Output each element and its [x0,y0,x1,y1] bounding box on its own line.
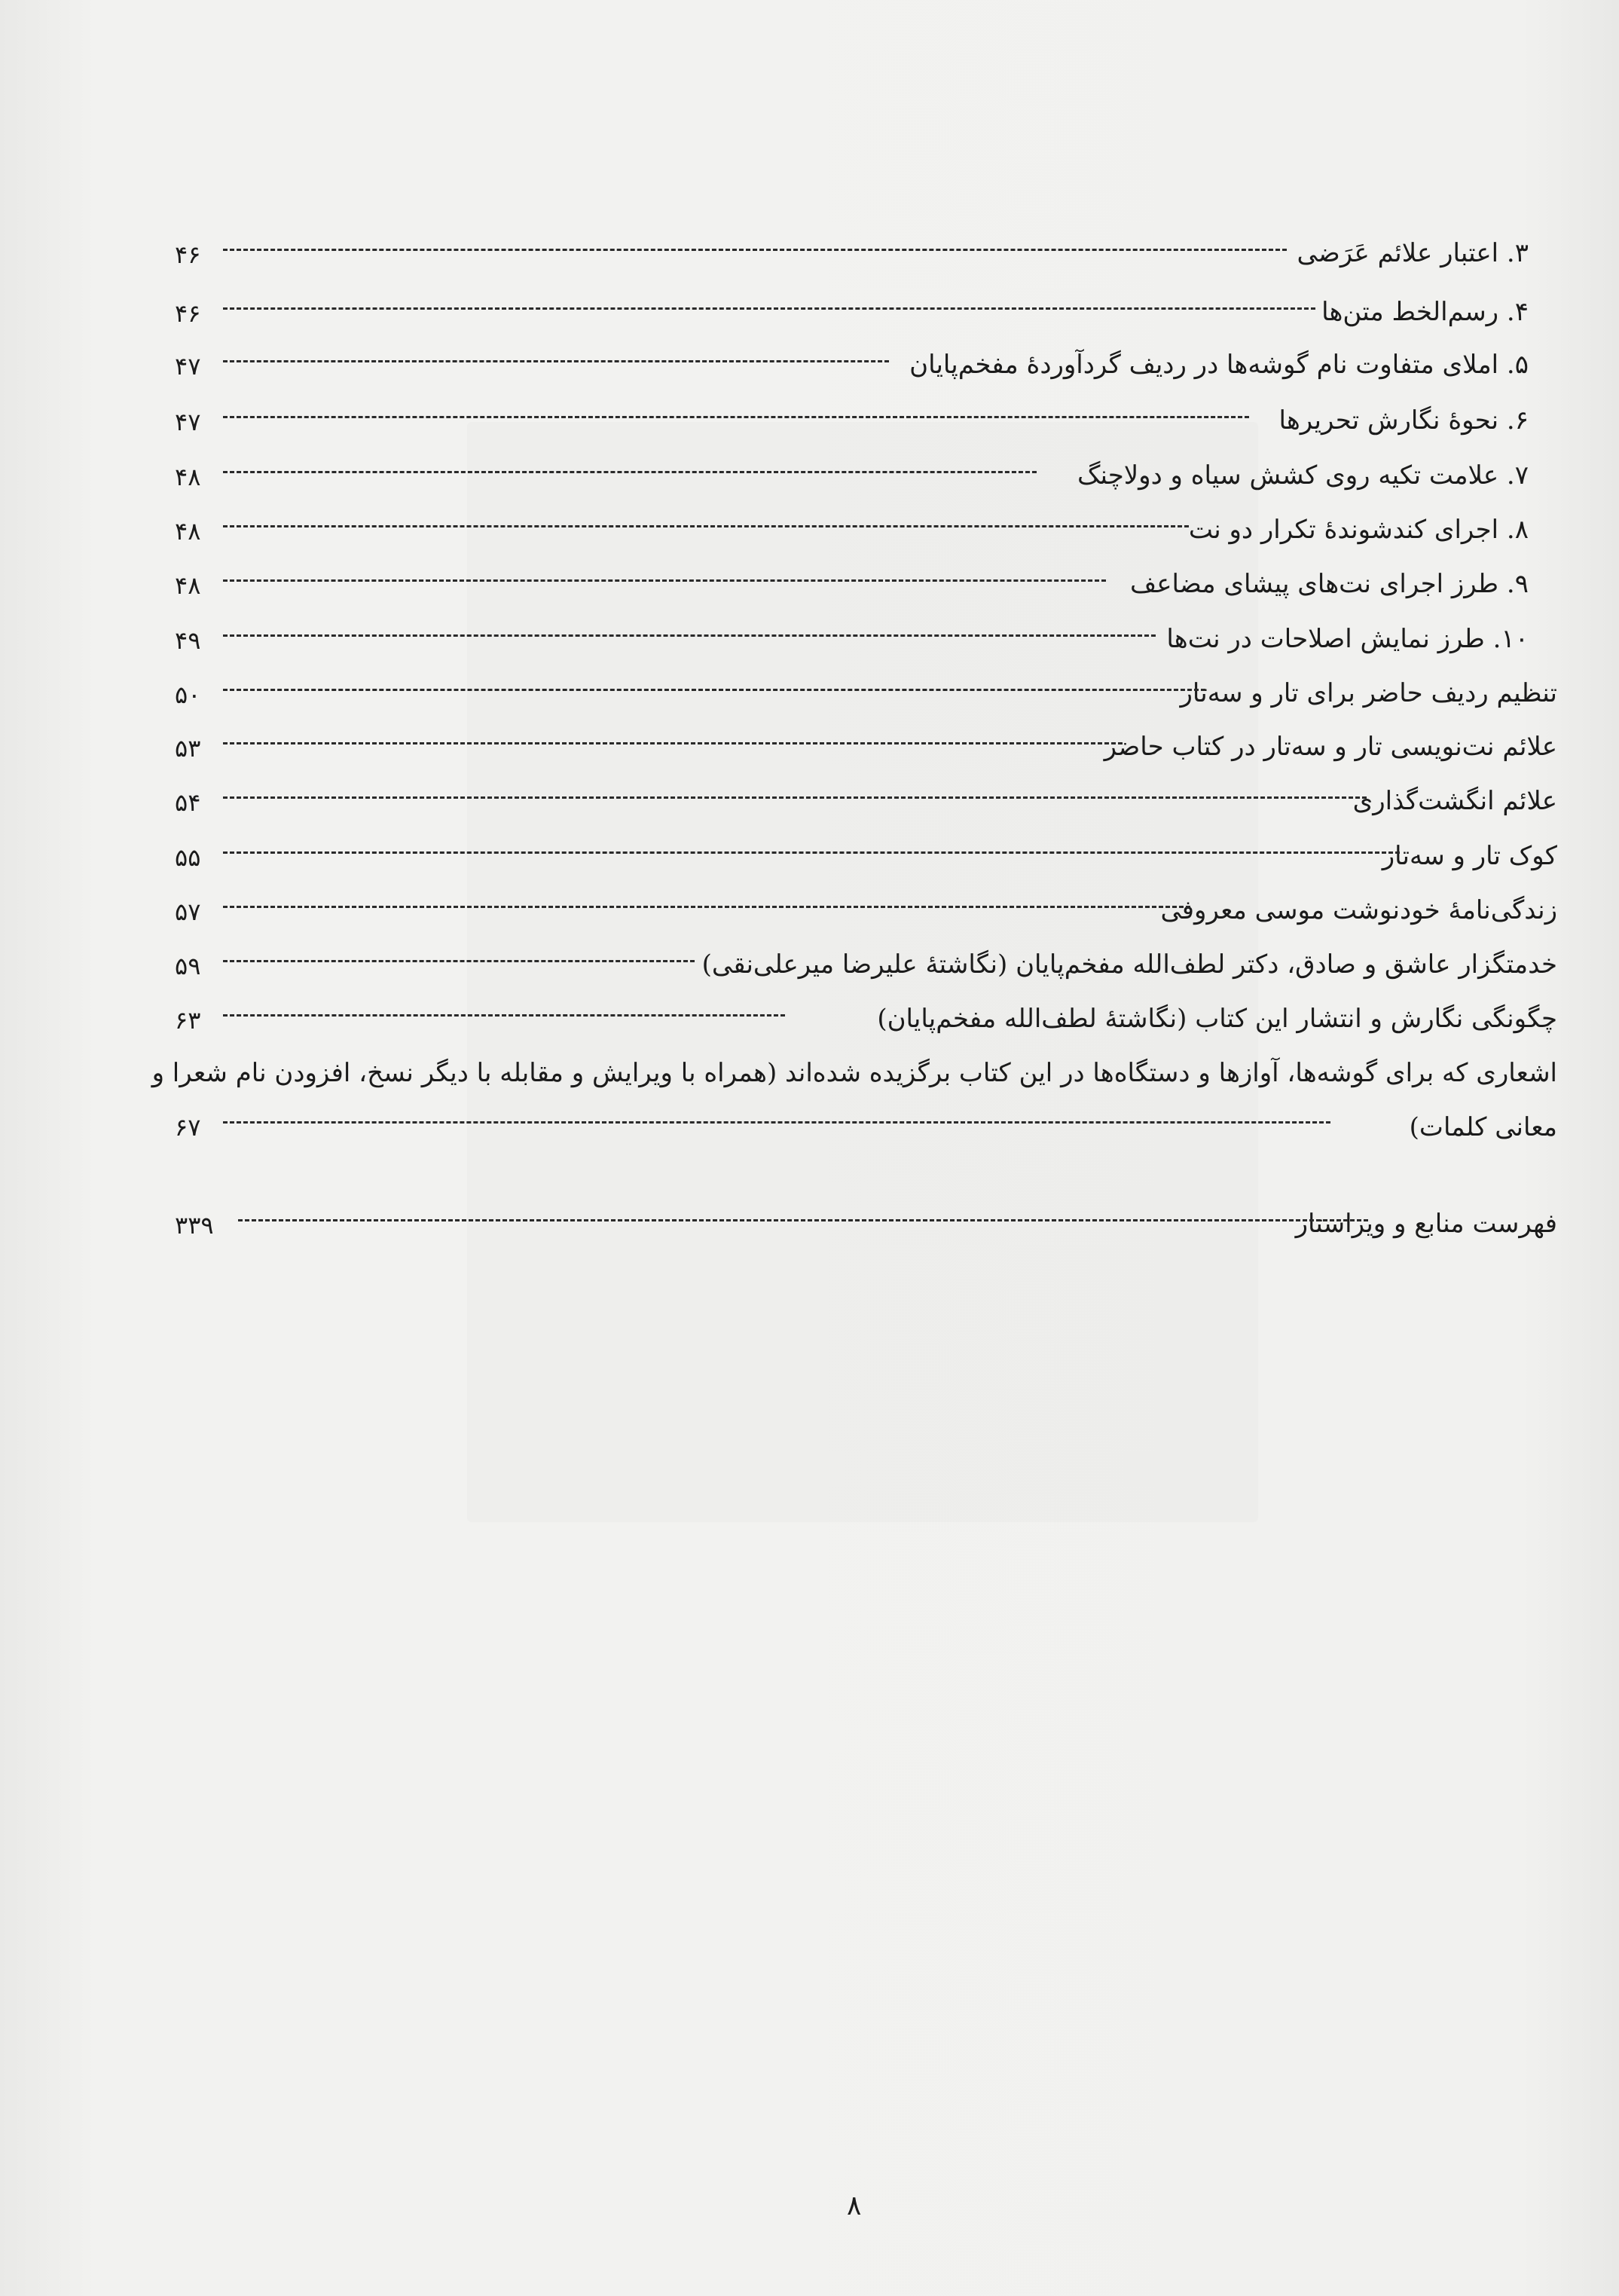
toc-entry-title: ۵. املای متفاوت نام گوشه‌ها در ردیف گردآوردهٔ مفخم‌پایان [909,350,1529,380]
toc-entry-title: ۱۰. طرز نمایش اصلاحات در نت‌ها [1166,624,1529,654]
toc-entry-title: ۶. نحوهٔ نگارش تحریرها [1278,405,1529,436]
toc-entry-title: علائم انگشت‌گذاری [1352,786,1557,816]
toc-entry [0,557,1619,611]
dot-leader [223,360,889,362]
toc-entry [0,883,1619,937]
toc-entry-page: ۵۴ [175,788,201,817]
toc-entry-title: ۳. اعتبار علائم عَرَضی [1297,238,1529,268]
dot-leader [223,1014,785,1017]
toc-entry-page: ۵۰ [175,680,201,709]
toc-entry-title: ۷. علامت تکیه روی کشش سیاه و دولاچنگ [1077,460,1529,491]
dot-leader [223,579,1106,582]
dot-leader [223,851,1400,854]
toc-entry-page: ۴۸ [175,517,201,546]
toc-entry-title: تنظیم ردیف حاضر برای تار و سه‌تار [1180,678,1557,708]
toc-entry-page: ۵۷ [175,897,201,926]
toc-entry-page: ۴۸ [175,463,201,491]
toc-entry-title: ۹. طرز اجرای نت‌های پیشای مضاعف [1130,569,1529,599]
toc-entry-page: ۵۳ [175,734,201,763]
dot-leader [223,689,1205,691]
toc-entry-title: فهرست منابع و ویراستار [1295,1209,1557,1239]
dot-leader [223,796,1367,799]
dot-leader [223,906,1190,908]
toc-entry [0,774,1619,828]
toc-entry-title-line1: اشعاری که برای گوشه‌ها، آوازها و دستگاه‌ها در این کتاب برگزیده شده‌اند (همراه با ویرایش و مقابله با دیگر نسخ، افزودن نام شعرا و [151,1058,1557,1088]
toc-entry-page: ۳۳۹ [175,1211,214,1240]
dot-leader [223,471,1037,473]
toc-entry-page: ۵۹ [175,952,201,980]
toc-entry-title-line2: معانی کلمات) [1409,1112,1557,1142]
dot-leader [223,416,1249,418]
dot-leader [223,960,695,962]
toc-entry-page: ۴۶ [175,299,201,328]
toc-entry-page: ۶۷ [175,1113,201,1142]
toc-entry-title: چگونگی نگارش و انتشار این کتاب (نگاشتهٔ لطف‌الله مفخم‌پایان) [877,1004,1557,1034]
dot-leader [223,307,1315,310]
toc-entry-page: ۶۳ [175,1006,201,1035]
toc-entry-page: ۴۷ [175,352,201,381]
dot-leader [223,525,1189,527]
toc-entry-title: کوک تار و سه‌تار [1382,841,1557,871]
toc-entry-page: ۴۸ [175,571,201,600]
toc-entry [0,393,1619,448]
toc-entry-title: خدمتگزار عاشق و صادق، دکتر لطف‌الله مفخم‌پایان (نگاشتهٔ علیرضا میرعلی‌نقی) [701,949,1557,980]
toc-entry [0,1197,1619,1251]
toc-entry-title: علائم نت‌نویسی تار و سه‌تار در کتاب حاضر [1104,732,1557,762]
page-number: ۸ [847,2191,862,2221]
toc-entry-page: ۴۶ [175,240,201,269]
toc-entry [0,612,1619,666]
toc-entry [0,666,1619,720]
toc-entry-page: ۴۷ [175,408,201,436]
toc-entry [0,285,1619,339]
toc-entry-title: ۸. اجرای کندشوندهٔ تکرار دو نت [1188,515,1529,545]
dot-leader [238,1219,1368,1221]
toc-entry [0,829,1619,883]
toc-entry-page: ۵۵ [175,843,201,872]
toc-entry [0,448,1619,503]
dot-leader [223,634,1156,637]
toc-entry [0,992,1619,1046]
toc-entry [0,226,1619,280]
toc-entry [0,720,1619,774]
toc-entry [0,937,1619,992]
dot-leader [223,742,1123,744]
dot-leader [223,249,1287,251]
toc-entry-multiline [0,1046,1619,1151]
dot-leader [223,1121,1330,1124]
toc-entry [0,338,1619,392]
toc-entry-page: ۴۹ [175,626,201,655]
toc-entry-title: ۴. رسم‌الخط متن‌ها [1321,297,1529,327]
toc-entry [0,503,1619,557]
toc-entry-title: زندگی‌نامهٔ خودنوشت موسی معروفی [1160,895,1557,925]
